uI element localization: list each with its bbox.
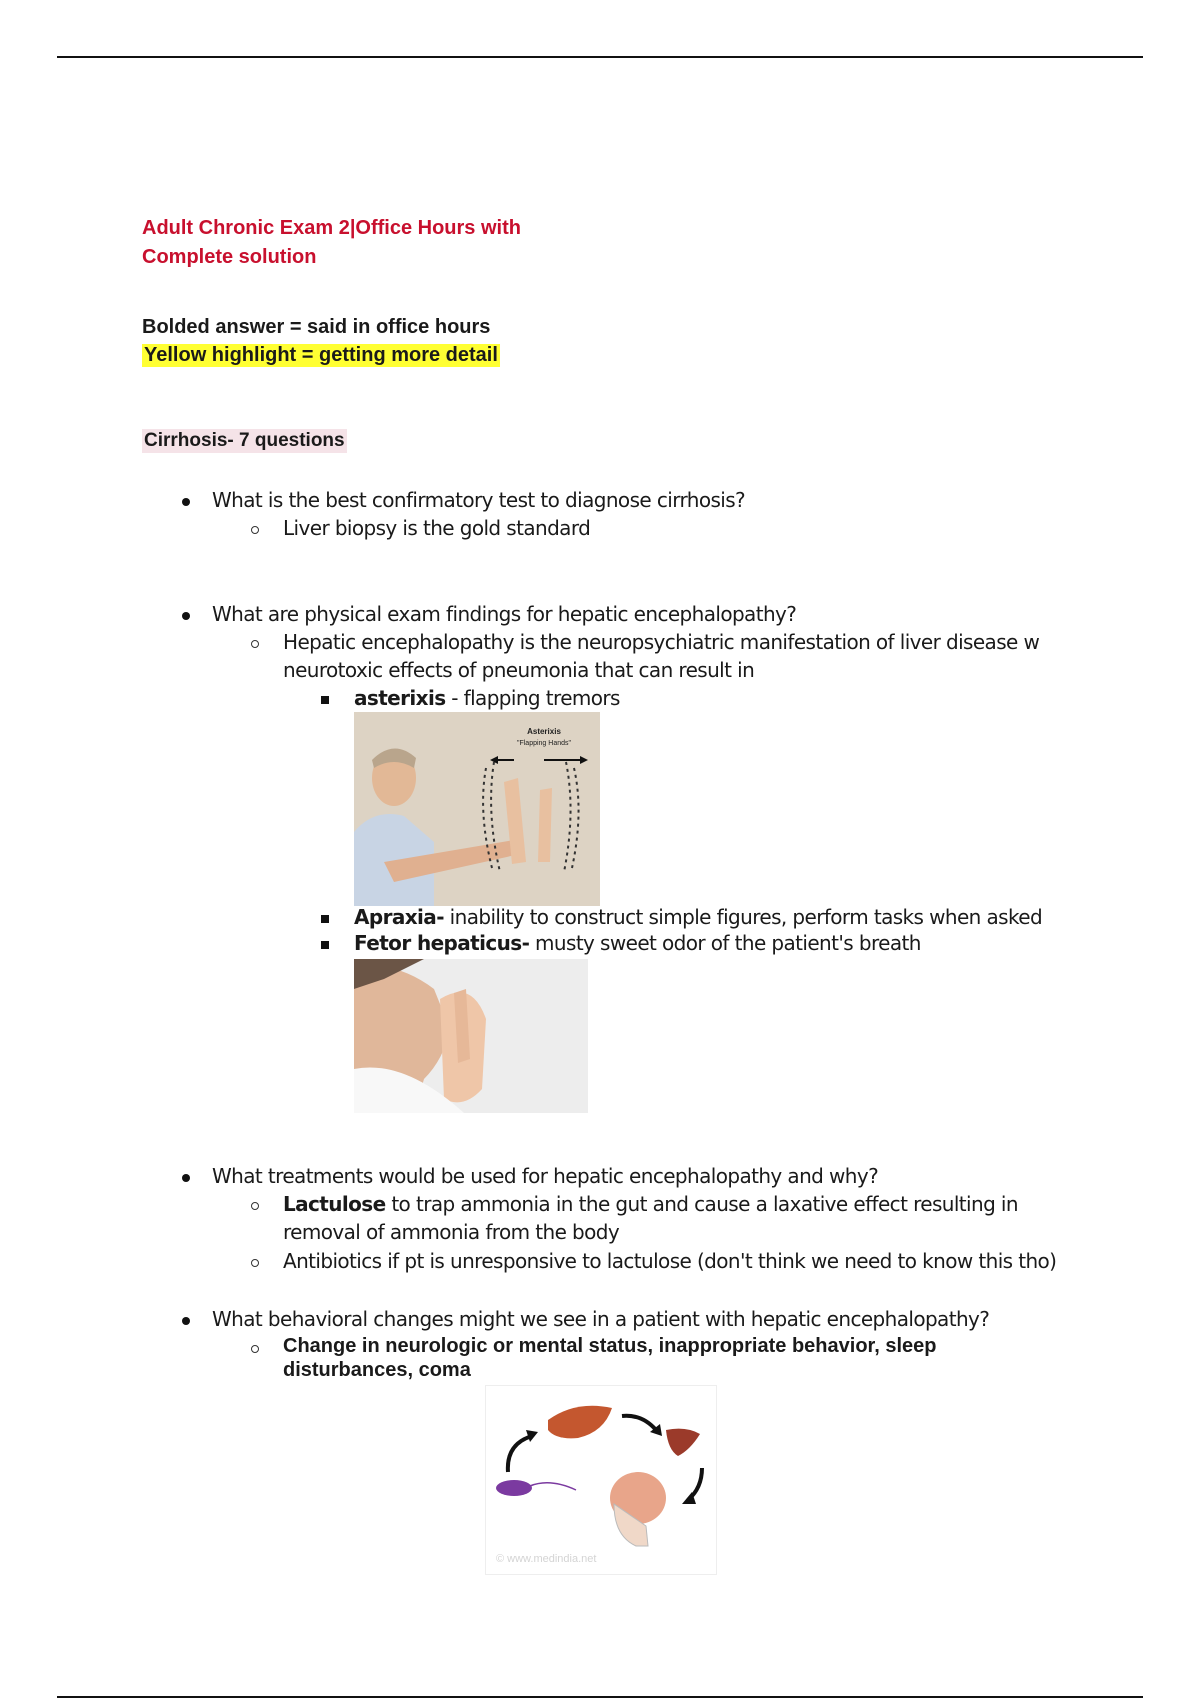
finding-term: Fetor hepaticus- [354,931,530,955]
finding-fetor-hepaticus [354,931,921,955]
bullet-dot [182,1174,190,1182]
bacteria-icon [496,1480,532,1496]
finding-term: asterixis [354,686,446,710]
answer-2-line-2: neurotoxic effects of pneumonia that can result in [283,658,755,682]
finding-desc: musty sweet odor of the patient's breath [529,931,921,955]
damaged-liver-icon [666,1429,700,1456]
answer-4-line-2: disturbances, coma [283,1359,471,1381]
answer-3a-line-2: removal of ammonia from the body [283,1220,620,1244]
bullet-dot [182,612,190,620]
document-title [142,214,521,272]
question-4: What behavioral changes might we see in a patient with hepatic encephalopathy? [212,1307,990,1331]
header-rule [57,56,1143,58]
bullet-square [321,941,329,949]
footer-rule [57,1696,1143,1698]
bullet-dot [182,498,190,506]
title-line-2: Complete solution [142,246,317,268]
question-1: What is the best confirmatory test to diagnose cirrhosis? [212,488,746,512]
bullet-ring [251,1259,259,1267]
bullet-square [321,915,329,923]
finding-asterixis [354,686,620,710]
bullet-ring [251,1345,259,1353]
question-2: What are physical exam findings for hepatic encephalopathy? [212,602,797,626]
legend-bold-note: Bolded answer = said in office hours [142,316,491,338]
bullet-ring [251,1202,259,1210]
liver-icon [548,1406,612,1439]
question-3: What treatments would be used for hepatic encephalopathy and why? [212,1164,879,1188]
finding-desc: inability to construct simple figures, perform tasks when asked [443,905,1043,929]
legend-highlight-note: Yellow highlight = getting more detail [144,344,498,366]
breath-odor-photo [354,959,588,1113]
finding-apraxia [354,905,1042,929]
answer-1: Liver biopsy is the gold standard [283,516,591,540]
answer-3a-line-1 [283,1192,1018,1216]
treatment-desc: to trap ammonia in the gut and cause a laxative effect resulting in [385,1192,1018,1216]
answer-3b: Antibiotics if pt is unresponsive to lactulose (don't think we need to know this tho) [283,1249,1057,1273]
answer-4-line-1: Change in neurologic or mental status, inappropriate behavior, sleep [283,1335,937,1357]
bullet-dot [182,1317,190,1325]
treatment-term: Lactulose [283,1192,386,1216]
bullet-ring [251,640,259,648]
title-line-1: Adult Chronic Exam 2|Office Hours with [142,217,521,239]
bullet-ring [251,526,259,534]
diagram-watermark: © www.medindia.net [496,1553,597,1565]
asterixis-label-1: Asterixis [527,727,561,736]
section-heading: Cirrhosis- 7 questions [144,430,345,451]
finding-term: Apraxia- [354,905,444,929]
hepatic-encephalopathy-cycle-diagram [485,1385,717,1575]
finding-desc: - flapping tremors [445,686,620,710]
bullet-square [321,696,329,704]
answer-2-line-1: Hepatic encephalopathy is the neuropsychiatric manifestation of liver disease w [283,630,1040,654]
asterixis-label-2: "Flapping Hands" [516,740,572,747]
asterixis-photo [354,712,600,906]
